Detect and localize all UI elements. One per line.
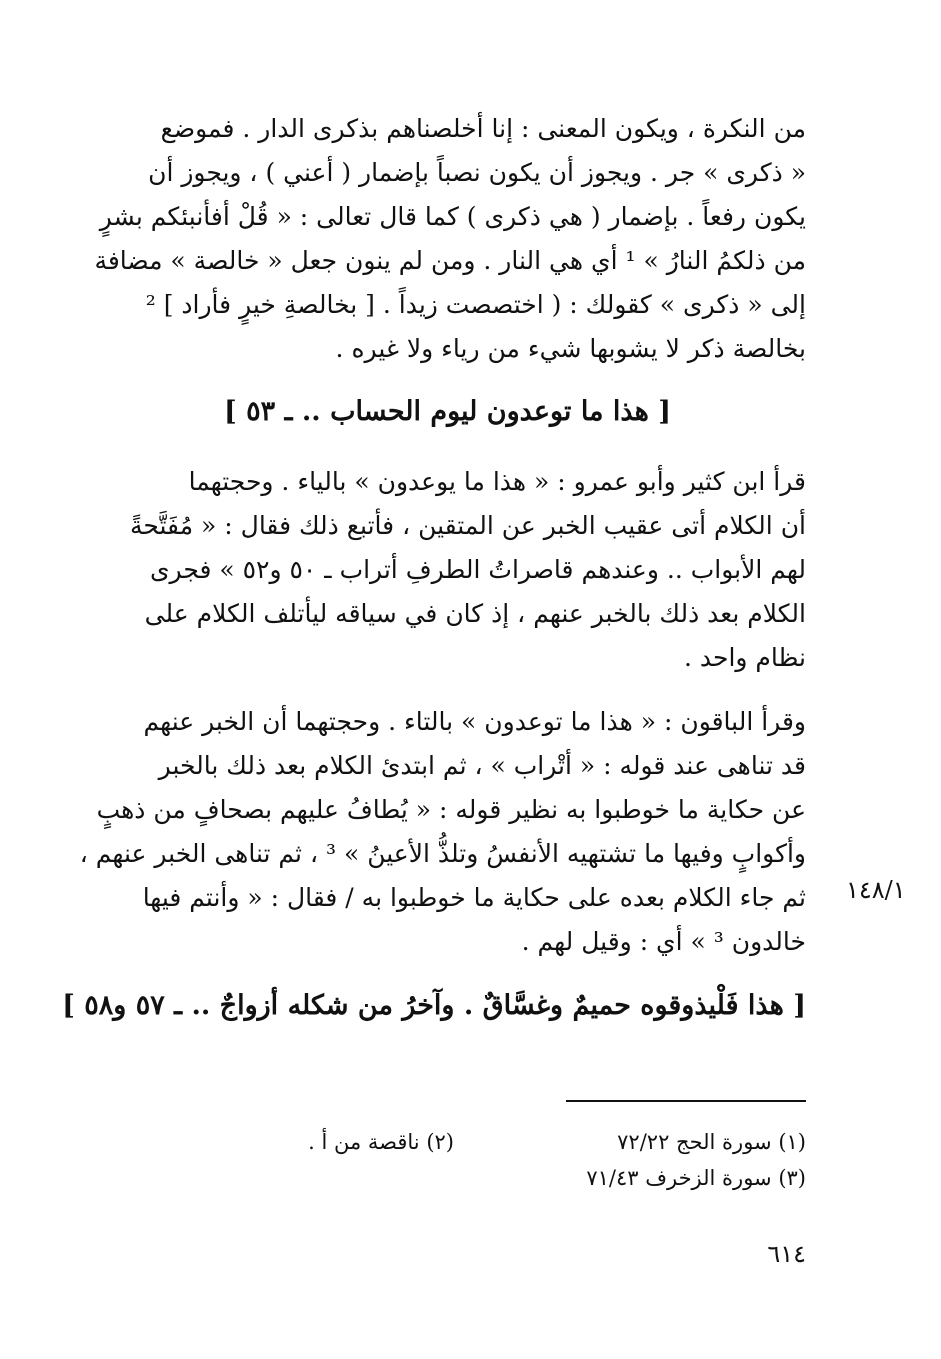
text-line: وقرأ الباقون : « هذا ما توعدون » بالتاء . وحجتهما أن الخبر عنهم bbox=[143, 707, 806, 736]
text-line: أن الكلام أتى عقيب الخبر عن المتقين ، فأتبع ذلك فقال : « مُفَتَّحةً bbox=[129, 511, 806, 540]
text-line: وأكوابٍ وفيها ما تشتهيه الأنفسُ وتلذُّ الأعينُ » ³ ، ثم تناهى الخبر عنهم ، bbox=[79, 839, 806, 868]
text-line: لهم الأبواب .. وعندهم قاصراتُ الطرفِ أتراب ـ ٥٠ و٥٢ » فجرى bbox=[149, 555, 806, 584]
section-heading-57-58: [ هذا فَلْيذوقوه حميمٌ وغسَّاقٌ . وآخرُ من شكله أزواجٌ .. ـ ٥٧ و٥٨ ] bbox=[62, 990, 806, 1021]
text-line: الكلام بعد ذلك بالخبر عنهم ، إذ كان في سياقه ليأتلف الكلام على bbox=[144, 599, 806, 628]
text-line: ثم جاء الكلام بعده على حكاية ما خوطبوا به / فقال : « وأنتم فيها bbox=[142, 883, 806, 912]
margin-manuscript-reference: ١٤٨/١ bbox=[846, 876, 906, 904]
footnote-3: (٣) سورة الزخرف ٧١/٤٣ bbox=[586, 1166, 806, 1190]
section-heading-53: [ هذا ما توعدون ليوم الحساب .. ـ ٥٣ ] bbox=[223, 396, 671, 427]
text-line: خالدون ³ » أي : وقيل لهم . bbox=[521, 927, 806, 956]
text-line: إلى « ذكرى » كقولك : ( اختصصت زيداً . [ بخالصةِ خيرٍ فأراد ] ² bbox=[145, 290, 806, 319]
footnote-2: (٢) ناقصة من أ . bbox=[308, 1130, 454, 1154]
text-line: من النكرة ، ويكون المعنى : إنا أخلصناهم بذكرى الدار . فموضع bbox=[160, 114, 806, 143]
footnote-1: (١) سورة الحج ٧٢/٢٢ bbox=[617, 1130, 806, 1154]
paragraph-2 bbox=[129, 460, 806, 680]
footnote-divider bbox=[566, 1100, 806, 1102]
text-line: « ذكرى » جر . ويجوز أن يكون نصباً بإضمار ( أعني ) ، ويجوز أن bbox=[148, 158, 806, 187]
text-line: قد تناهى عند قوله : « أتْراب » ، ثم ابتدئ الكلام بعد ذلك بالخبر bbox=[158, 751, 806, 780]
text-line: يكون رفعاً . بإضمار ( هي ذكرى ) كما قال تعالى : « قُلْ أفأنبئكم بشرٍ bbox=[99, 202, 806, 231]
text-line: عن حكاية ما خوطبوا به نظير قوله : « يُطافُ عليهم بصحافٍ من ذهبٍ bbox=[96, 795, 806, 824]
text-line: بخالصة ذكر لا يشوبها شيء من رياء ولا غيره . bbox=[335, 334, 806, 363]
text-line: من ذلكمُ النارُ » ¹ أي هي النار . ومن لم ينون جعل « خالصة » مضافة bbox=[94, 246, 806, 275]
paragraph-1 bbox=[94, 107, 806, 371]
text-line: نظام واحد . bbox=[684, 643, 806, 672]
paragraph-3 bbox=[79, 700, 806, 964]
page-number: ٦١٤ bbox=[767, 1240, 806, 1268]
text-line: قرأ ابن كثير وأبو عمرو : « هذا ما يوعدون » بالياء . وحجتهما bbox=[188, 467, 806, 496]
